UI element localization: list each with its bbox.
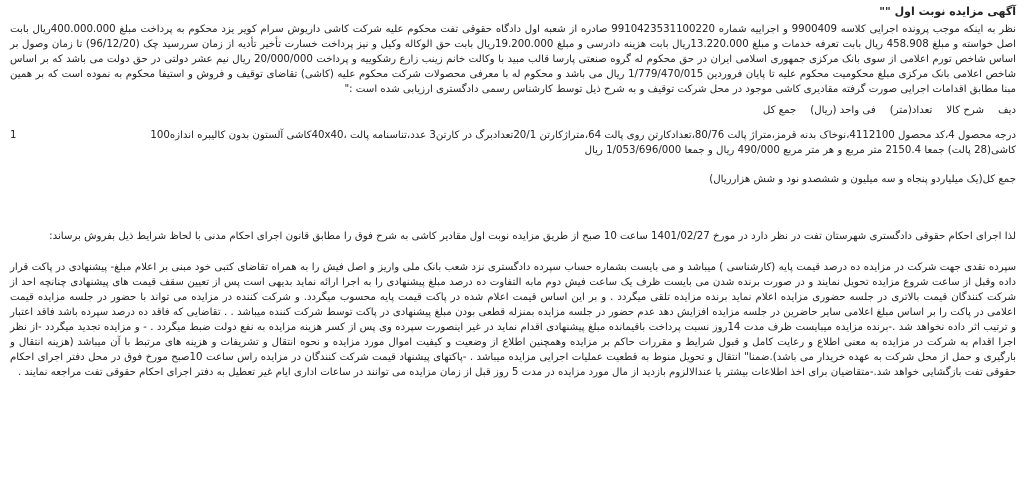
goods-table-row: [10, 128, 1016, 158]
case-description-paragraph: نظر به اینکه موجب پرونده اجرایی کلاسه 9900409 و اجراییه شماره 9910423531100220 صادره از شعبه اول دادگاه حقوقی تفت محکوم علیه شرکت کاشی داریوش سرام کویر یزد محکوم به پرداخت مبلغ 400.000.000ریال بابت اصل خواسته و مبلغ 458.908 ریال بابت تعرفه خدمات و مبلغ 13.220.000ریال بابت هزینه دادرسی و مبلغ 19.200.000ریال بابت حق الوکاله وکیل و نیز پرداخت خسارت تأخیر تأدیه از زمان سررسید چک (96/12/20) تا زمان وصول بر اساس شاخص تورم اعلامی از سوی بانک مرکزی جمهوری اسلامی ایران در حق محکوم له گروه صنعتی پارسا قالب مبید با وکالت خانم زینب زارع رشکوییه و پرداخت 20/000/000 ریال نیم عشر دولتی در حق دولت می باشد که بر اساس شاخص اعلامی بانک مرکزی مبلغ محکومیت محکوم علیه تا پایان فروردین 1/779/470/015 ریال می باشد و محکوم له با معرفی محصولات شرکت محکوم علیه (کاشی) تقاضای توقیف و فروش و استیفا محکوم به نموده است که بر همین مبنا مطابق اقدامات اجرایی صورت گرفته مقادیری کاشی موجود در محل شرکت توقیف و به شرح ذیل توسط کارشناس رسمی دادگستری ارزیابی شده است :": [10, 24, 1017, 95]
row-number: 1: [10, 130, 17, 141]
col-unit-price: فی واحد (ریال): [810, 105, 876, 116]
col-quantity: تعداد(متر): [889, 105, 933, 116]
col-description: شرح کالا: [946, 105, 985, 116]
notice-title: آگهی مزایده نوبت اول "": [879, 5, 1016, 18]
grand-total-text: جمع کل(یک میلیاردو پنجاه و سه میلیون و ششصدو نود و شش هزارریال): [709, 174, 1016, 185]
auction-announcement-paragraph: لذا اجرای احکام حقوقی دادگستری شهرستان تفت در نظر دارد در مورخ 1401/02/27 ساعت 10 صبح از طریق مزایده نوبت اول مقادیر کاشی به شرح فوق را مطابق قانون اجرای احکام مدنی با لحاظ شرایط ذیل بفروش برساند:: [49, 231, 1016, 242]
goods-table-header: [10, 103, 1016, 118]
row-description-line2: کاشی(28 پالت) جمعا 2150.4 متر مربع و هر متر مربع 490/000 ریال و جمعا 1/053/696/000 ریال: [584, 145, 1016, 156]
auction-conditions-paragraph: سپرده نقدی جهت شرکت در مزایده ده درصد قیمت پایه (کارشناسی ) میباشد و می بایست بشماره حساب سپرده دادگستری نزد شعب بانک ملی واریز و اصل فیش را به همراه تقاضای کتبی خود مبنی بر اعلام مبلغ- پیشنهادی در پاکت قرار داده وقبل از ساعت شروع مزایده تحویل نمایند و در صورت برنده شدن می بایست ظرف یک ساعت فیش دوم مابه التفاوت ده درصد مبلغ پیشنهادی را به اجرا ارائه نماید بدیهی است پس از تعیین سقف قیمت های پیشنهادی چنانچه احد از شرکت کنندگان قیمت بالاتری در جلسه حضوری مزایده اعلام نماید برنده مزایده تلقی میگردد . و بر این اساس قیمت اعلام شده در پاکت قیمت پایه محسوب میگردد. و شرکت کننده در مزایده می تواند با حضور در جلسه مزایده قیمت اعلامی در پاکت را بر اساس مبلغ اعلامی سایر حاضرین در جلسه مزایده افزایش دهد عدم حضور در جلسه مزایده بمنزله قطعی بودن مبلغ پیشنهادی در پاکت توسط شرکت کننده میباشد . . تقاضایی که فاقد ده درصد سپرده باشد فاقد اعتبار و ترتیب اثر داده نخواهد شد .-برنده مزایده میبایست ظرف مدت 14روز نسبت پرداخت باقیمانده مبلغ پیشنهادی اقدام نماید در غیر اینصورت سپرده وی پس از کسر هزینه مزایده به نفع دولت ضبط میگردد . - و مزایده تجدید میگردد -از نظر اجرا اقدام به شرکت در مزایده به معنی اطلاع و رعایت کامل و قبول شرایط و مقررات حاکم بر مزایده وهمچنین اطلاع از وضعیت و کیفیت اموال مورد مزایده و نحوه انتقال و تشریفات و هزینه های مرتبط با آن میباشد (هزینه انتقال و بارگیری و حمل از محل شرکت به عهده خریدار می باشد).ضمنا" انتقال و تحویل منوط به قطعیت عملیات اجرایی مزایده میباشد . -پاکتهای پیشنهاد قیمت شرکت کنندگان در مزایده راس ساعت 10صبح مورخ فوق در محل دفتر اجرای احکام حقوقی تفت بازگشایی خواهد شد.-متقاضیان برای اخذ اطلاعات بیشتر یا عندالالزوم بازدید از مال مورد مزایده در مدت 5 روز قبل از زمان مزایده می توانند در ساعات اداری ایام غیر تعطیل به دفتر اجرای احکام حقوقی تفت مراجعه نمایند .: [10, 262, 1017, 378]
col-row: دیف: [998, 105, 1016, 116]
row-description-line1: درجه محصول 4،کد محصول 4112100،نوخاک بدنه قرمز،متراژ پالت 80/76،تعدادکارتن روی پالت 64،متراژکارتن 20/1تعدادبرگ در کارتن3 عدد،تناسنامه پالت ،40x40کاشی آلستون بدون کالیبره اندازه100: [150, 130, 1016, 141]
col-total: جمع کل: [762, 105, 797, 116]
